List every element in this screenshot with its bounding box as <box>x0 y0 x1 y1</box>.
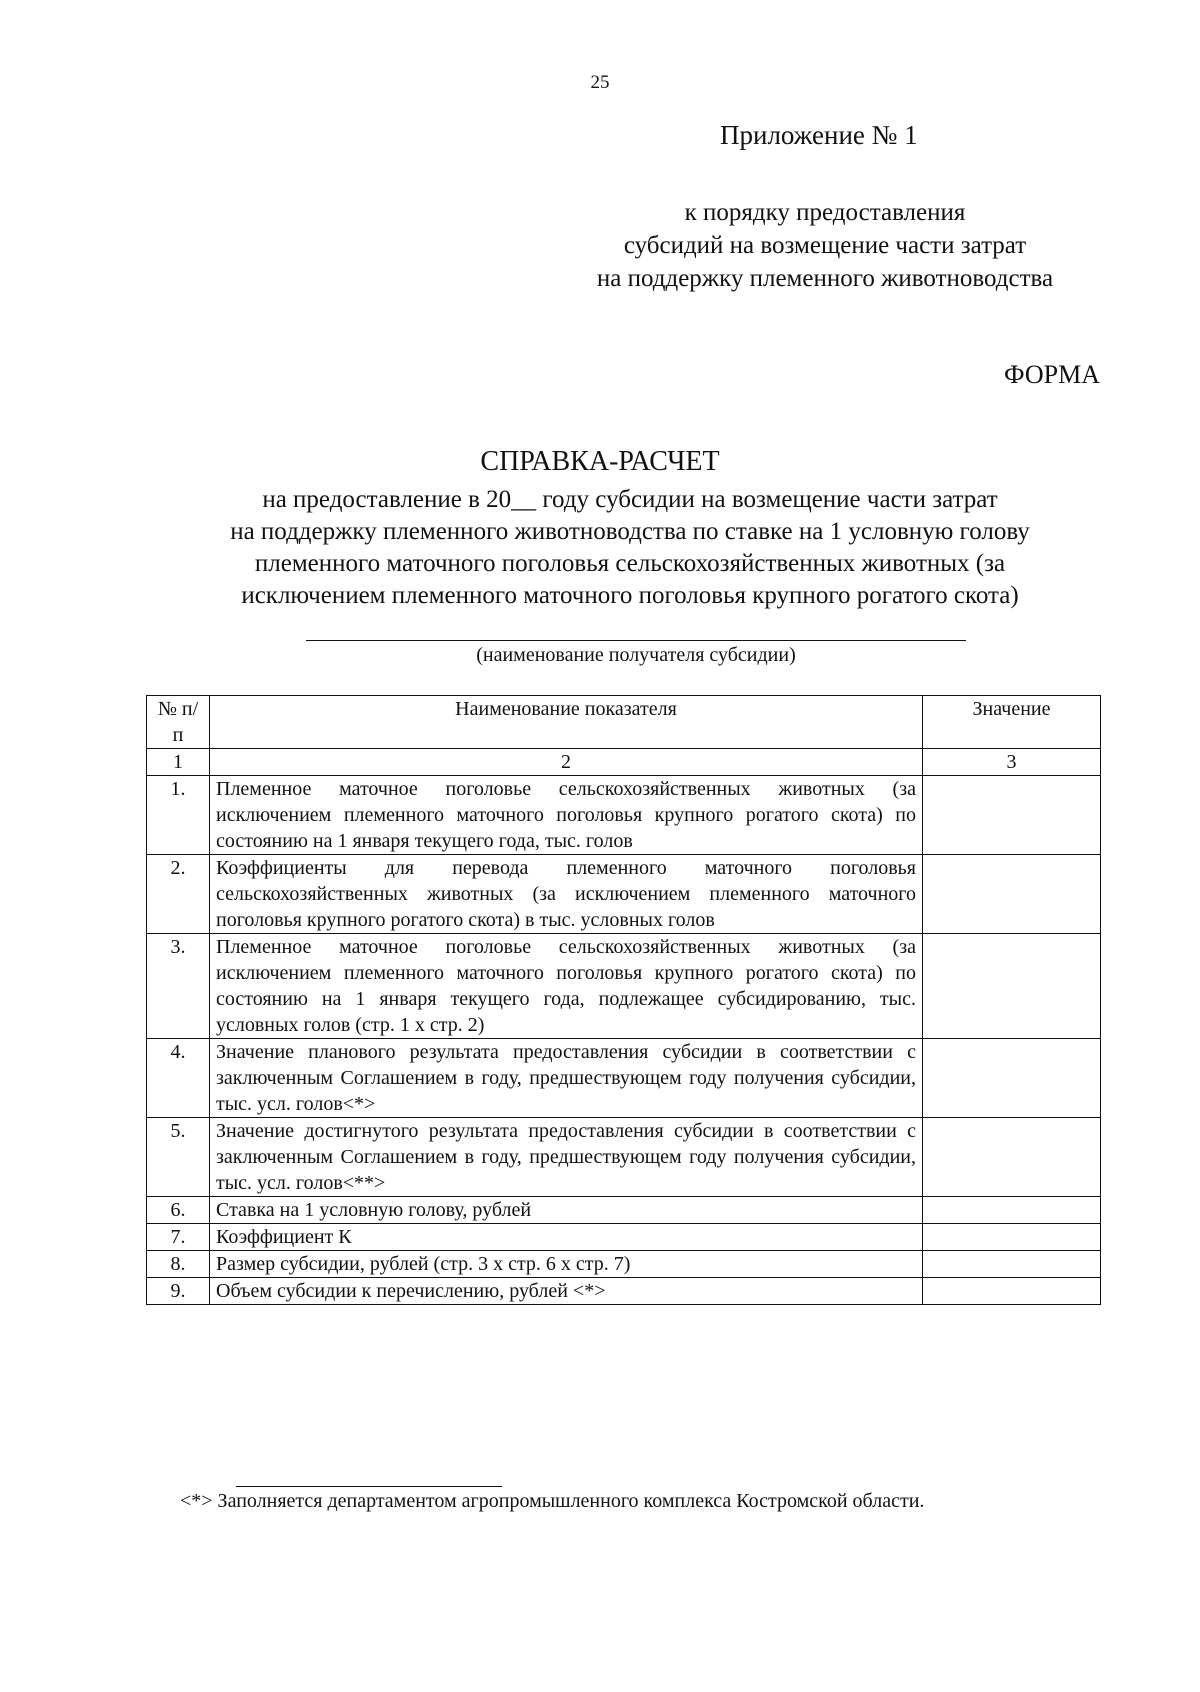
row-indicator: Размер субсидии, рублей (стр. 3 х стр. 6 х стр. 7) <box>210 1251 923 1278</box>
row-number: 5. <box>147 1118 210 1197</box>
row-number: 4. <box>147 1039 210 1118</box>
table-row <box>147 1224 1101 1251</box>
header-value: Значение <box>923 696 1101 749</box>
recipient-caption: (наименование получателя субсидии) <box>476 644 796 666</box>
row-indicator: Племенное маточное поголовье сельскохозяйственных животных (за исключением племенного маточного поголовья крупного рогатого скота) по состоянию на 1 января текущего года, тыс. голов <box>210 776 923 855</box>
row-value[interactable] <box>923 1251 1101 1278</box>
recipient-fill-line <box>306 640 966 641</box>
table-row <box>147 1251 1101 1278</box>
table-row <box>147 1039 1101 1118</box>
document-subtitle-line: на предоставление в 20__ году субсидии на возмещение части затрат <box>262 486 998 513</box>
table-row <box>147 855 1101 934</box>
row-value[interactable] <box>923 1118 1101 1197</box>
row-value[interactable] <box>923 1224 1101 1251</box>
row-number: 7. <box>147 1224 210 1251</box>
footnote-divider <box>236 1486 502 1487</box>
row-indicator: Коэффициент К <box>210 1224 923 1251</box>
footnote: <*> Заполняется департаментом агропромышленного комплекса Костромской области. <box>180 1490 925 1512</box>
row-number: 6. <box>147 1197 210 1224</box>
document-subtitle-line: исключением племенного маточного поголовья крупного рогатого скота) <box>241 582 1019 609</box>
row-number: 8. <box>147 1251 210 1278</box>
appendix-subtitle <box>560 196 1090 295</box>
appendix-subtitle-line: на поддержку племенного животноводства <box>596 265 1054 292</box>
row-value[interactable] <box>923 934 1101 1039</box>
row-value[interactable] <box>923 855 1101 934</box>
column-number: 2 <box>210 749 923 776</box>
column-number: 3 <box>923 749 1101 776</box>
row-value[interactable] <box>923 776 1101 855</box>
calculation-table <box>146 695 1101 1305</box>
table-row <box>147 1118 1101 1197</box>
row-indicator: Племенное маточное поголовье сельскохозяйственных животных (за исключением племенного маточного поголовья крупного рогатого скота) по состоянию на 1 января текущего года, подлежащее субсидированию, тыс. условных голов (стр. 1 х стр. 2) <box>210 934 923 1039</box>
row-indicator: Коэффициенты для перевода племенного маточного поголовья сельскохозяйственных животных (за исключением племенного маточного поголовья крупного рогатого скота) в тыс. условных голов <box>210 855 923 934</box>
appendix-subtitle-line: к порядку предоставления <box>684 199 966 226</box>
appendix-subtitle-line: субсидий на возмещение части затрат <box>623 232 1027 259</box>
table-row <box>147 776 1101 855</box>
row-number: 1. <box>147 776 210 855</box>
form-label: ФОРМА <box>1004 360 1100 389</box>
row-indicator: Значение достигнутого результата предоставления субсидии в соответствии с заключенным Соглашением в году, предшествующем году получения субсидии, тыс. усл. голов<**> <box>210 1118 923 1197</box>
row-indicator: Ставка на 1 условную голову, рублей <box>210 1197 923 1224</box>
header-num: № п/п <box>147 696 210 749</box>
page-number: 25 <box>590 72 610 93</box>
document-subtitle <box>150 484 1110 612</box>
table-row <box>147 1278 1101 1305</box>
column-number: 1 <box>147 749 210 776</box>
row-number: 2. <box>147 855 210 934</box>
row-number: 3. <box>147 934 210 1039</box>
appendix-title: Приложение № 1 <box>720 120 918 150</box>
column-number-row <box>147 749 1101 776</box>
table-header-row <box>147 696 1101 749</box>
document-subtitle-line: племенного маточного поголовья сельскохозяйственных животных (за <box>254 550 1006 577</box>
header-name: Наименование показателя <box>210 696 923 749</box>
table-row <box>147 934 1101 1039</box>
table-row <box>147 1197 1101 1224</box>
row-number: 9. <box>147 1278 210 1305</box>
document-subtitle-line: на поддержку племенного животноводства по ставке на 1 условную голову <box>230 518 1030 545</box>
row-value[interactable] <box>923 1278 1101 1305</box>
row-value[interactable] <box>923 1039 1101 1118</box>
row-indicator: Объем субсидии к перечислению, рублей <*> <box>210 1278 923 1305</box>
row-value[interactable] <box>923 1197 1101 1224</box>
row-indicator: Значение планового результата предоставления субсидии в соответствии с заключенным Соглашением в году, предшествующем году получения субсидии, тыс. усл. голов<*> <box>210 1039 923 1118</box>
document-title: СПРАВКА-РАСЧЕТ <box>480 446 720 477</box>
